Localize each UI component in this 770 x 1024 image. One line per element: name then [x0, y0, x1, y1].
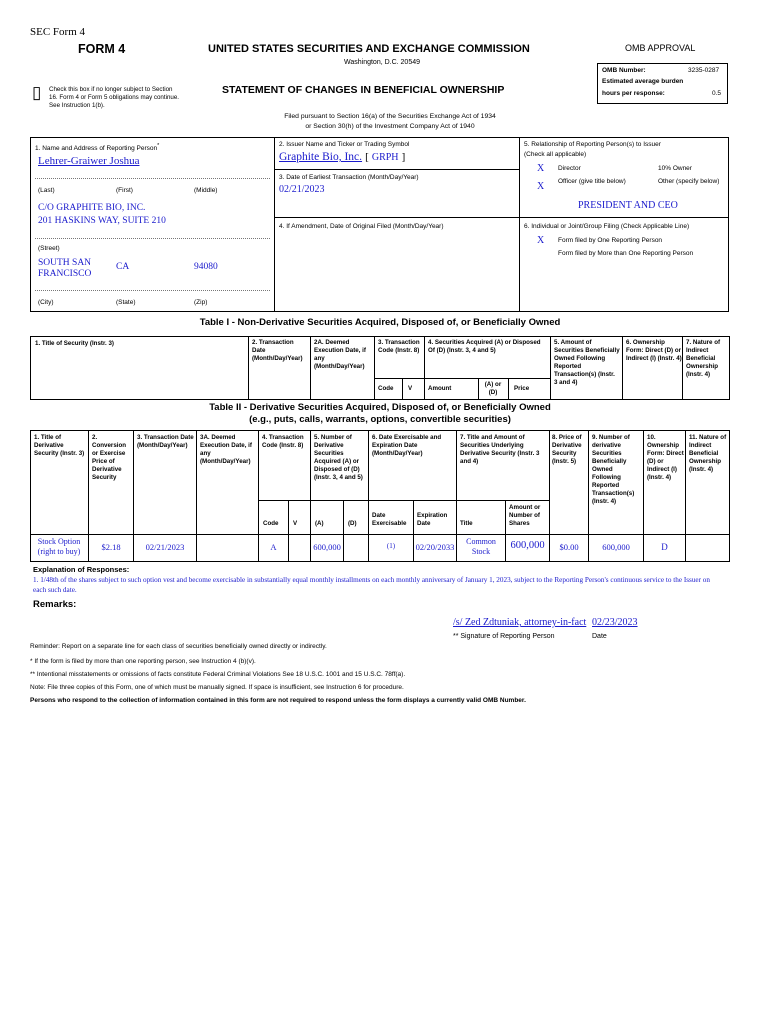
director-mark[interactable]: X	[537, 163, 545, 174]
box5-label: 5. Relationship of Reporting Person(s) to Issuer	[524, 141, 661, 148]
box3-label: 3. Date of Earliest Transaction (Month/Day/Year)	[279, 174, 419, 181]
t2-sub-date-exercisable: Date Exercisable	[372, 512, 407, 527]
row-transaction-date: 02/21/2023	[145, 542, 185, 552]
table1-title: Table I - Non-Derivative Securities Acquired, Disposed of, or Beneficially Owned	[199, 317, 561, 328]
explanation-note-1: 1. 1/48th of the shares subject to such option vest and become exercisable in substantially equal monthly installments on each monthly anniversary of January 1, 2023, subject to the Reporting Person's continuous service to the Issuer on each such date.	[33, 576, 710, 594]
reporting-person-name[interactable]: Lehrer-Graiwer Joshua	[38, 155, 140, 167]
row-underlying-title: Common Stock	[466, 537, 496, 556]
table2-subtitle: (e.g., puts, calls, warrants, options, convertible securities)	[249, 414, 511, 425]
footer-note-2: ** Intentional misstatements or omissions of facts constitute Federal Criminal Violations See 18 U.S.C. 1001 and 15 U.S.C. 78ff(a).	[30, 671, 406, 678]
commission-location: Washington, D.C. 20549	[344, 59, 421, 66]
t2-col9: 9. Number of derivative Securities Beneficially Owned Following Reported Transaction(s) (Instr. 4)	[592, 434, 635, 505]
t2-col3a: 3A. Deemed Execution Date, if any (Month/Day/Year)	[200, 434, 252, 465]
omb-number-value: 3235-0287	[688, 67, 720, 74]
remarks-label: Remarks:	[33, 599, 77, 610]
footer-reminder: Reminder: Report on a separate line for each class of securities beneficially owned directly or indirectly.	[30, 643, 327, 650]
explanation-label: Explanation of Responses:	[33, 565, 130, 574]
t1-sub-ad: (A) or (D)	[484, 381, 502, 396]
t1-sub-code: Code	[378, 385, 394, 392]
row-transaction-code: A	[270, 542, 277, 552]
one-person-label: Form filed by One Reporting Person	[558, 237, 663, 244]
footer-note-3: Note: File three copies of this Form, one of which must be manually signed. If space is insufficient, see Instruction 6 for procedure.	[30, 684, 404, 691]
address-line-2: 201 HASKINS WAY, SUITE 210	[38, 216, 166, 226]
more-persons-label: Form filed by More than One Reporting Person	[558, 250, 694, 257]
t1-sub-v: V	[408, 385, 413, 392]
t2-col4: 4. Transaction Code (Instr. 8)	[262, 434, 304, 449]
row-conversion-price: $2.18	[101, 542, 121, 552]
t1-col7: 7. Nature of Indirect Beneficial Ownership (Instr. 4)	[686, 339, 721, 378]
street-label: (Street)	[38, 245, 60, 252]
t1-col1: 1. Title of Security (Instr. 3)	[35, 340, 114, 347]
one-person-mark[interactable]: X	[537, 235, 545, 246]
omb-title: OMB APPROVAL	[625, 43, 696, 53]
other-label: Other (specify below)	[658, 178, 720, 185]
row-ownership-form: D	[661, 542, 668, 552]
zip-value: 94080	[194, 262, 218, 272]
first-label: (First)	[116, 187, 133, 194]
t1-col3: 3. Transaction Code (Instr. 8)	[378, 339, 420, 354]
row-acquired: 600,000	[313, 542, 341, 552]
box1-label: 1. Name and Address of Reporting Person*	[35, 143, 160, 153]
t2-col5: 5. Number of Derivative Securities Acquired (A) or Disposed of (D) (Instr. 3, 4 and 5)	[314, 434, 363, 481]
t2-sub-amount: Amount or Number of Shares	[509, 504, 541, 527]
t2-col11: 11. Nature of Indirect Beneficial Ownership (Instr. 4)	[689, 434, 727, 473]
officer-title: PRESIDENT AND CEO	[578, 200, 678, 211]
zip-label: (Zip)	[194, 299, 208, 306]
t2-col6: 6. Date Exercisable and Expiration Date (Month/Day/Year)	[372, 434, 442, 457]
city-rule	[35, 290, 270, 291]
statement-title: STATEMENT OF CHANGES IN BENEFICIAL OWNERSHIP	[222, 84, 505, 96]
omb-hours-value: 0.5	[712, 90, 722, 97]
section16-text: Check this box if no longer subject to Section 16. Form 4 or Form 5 obligations may continue. See Instruction 1(b).	[49, 86, 179, 109]
t2-col7: 7. Title and Amount of Securities Underlying Derivative Security (Instr. 3 and 4)	[460, 434, 540, 465]
box4-label: 4. If Amendment, Date of Original Filed (Month/Day/Year)	[279, 223, 444, 230]
t1-col2a: 2A. Deemed Execution Date, if any (Month/Day/Year)	[314, 339, 366, 370]
city-value: SOUTH SAN FRANCISCO	[38, 258, 92, 279]
box6-label: 6. Individual or Joint/Group Filing (Check Applicable Line)	[524, 223, 690, 230]
issuer-line: Graphite Bio, Inc. [ GRPH ]	[279, 151, 406, 163]
director-label: Director	[558, 165, 581, 172]
footer-note-4: Persons who respond to the collection of information contained in this form are not required to respond unless the form displays a currently valid OMB Number.	[30, 697, 526, 704]
t1-col5: 5. Amount of Securities Beneficially Owned Following Reported Transaction(s) (Instr. 3 and 4)	[554, 339, 620, 386]
signature-label: ** Signature of Reporting Person	[453, 633, 555, 640]
sec-form-label: SEC Form 4	[30, 26, 86, 38]
row-underlying-amount: 600,000	[510, 540, 545, 551]
state-label: (State)	[116, 299, 136, 306]
row-expiration-date: 02/20/2033	[415, 542, 455, 552]
row-date-exercisable: (1)	[386, 542, 396, 550]
street-rule	[35, 238, 270, 239]
city-label: (City)	[38, 299, 54, 306]
signature-date: 02/23/2023	[592, 617, 638, 628]
officer-mark[interactable]: X	[537, 181, 545, 192]
address-line-1: C/O GRAPHITE BIO, INC.	[38, 203, 146, 213]
t2-sub-expiration: Expiration Date	[417, 512, 448, 527]
omb-hours-label: hours per response:	[602, 90, 665, 97]
t2-sub-a: (A)	[315, 520, 324, 527]
middle-label: (Middle)	[194, 187, 218, 194]
t2-col2: 2. Conversion or Exercise Price of Derivative Security	[92, 434, 127, 481]
form-name: FORM 4	[78, 42, 126, 56]
box5-sublabel: (Check all applicable)	[524, 151, 587, 158]
box2-label: 2. Issuer Name and Ticker or Trading Symbol	[279, 141, 410, 148]
name-rule	[35, 178, 270, 179]
t1-col6: 6. Ownership Form: Direct (D) or Indirect (I) (Instr. 4)	[626, 339, 682, 362]
t2-sub-title: Title	[460, 520, 473, 527]
earliest-transaction-date: 02/21/2023	[279, 184, 325, 195]
t1-col2: 2. Transaction Date (Month/Day/Year)	[252, 339, 303, 362]
t1-sub-amount: Amount	[428, 385, 452, 392]
filed-pursuant-2: or Section 30(h) of the Investment Company Act of 1940	[305, 123, 475, 130]
omb-burden-label: Estimated average burden	[602, 78, 684, 85]
omb-number-label: OMB Number:	[602, 67, 646, 74]
t2-col8: 8. Price of Derivative Security (Instr. 5)	[552, 434, 582, 465]
box-amendment	[274, 217, 520, 312]
signature-date-label: Date	[592, 633, 607, 640]
filed-pursuant-1: Filed pursuant to Section 16(a) of the Securities Exchange Act of 1934	[284, 113, 496, 120]
commission-title: UNITED STATES SECURITIES AND EXCHANGE COMMISSION	[208, 43, 530, 55]
state-value: CA	[116, 262, 130, 272]
t2-col3: 3. Transaction Date (Month/Day/Year)	[137, 434, 194, 449]
ten-percent-owner-label: 10% Owner	[658, 165, 692, 172]
last-label: (Last)	[38, 187, 55, 194]
issuer-ticker: GRPH	[371, 152, 399, 163]
t2-sub-code: Code	[263, 520, 279, 527]
row-owned-following: 600,000	[602, 542, 630, 552]
t1-sub-price: Price	[514, 385, 530, 392]
row-derivative-price: $0.00	[559, 542, 579, 552]
row-security-title: Stock Option (right to buy)	[37, 537, 81, 556]
t1-col4: 4. Securities Acquired (A) or Disposed Of (D) (Instr. 3, 4 and 5)	[428, 339, 541, 354]
footer-note-1: * If the form is filed by more than one reporting person, see Instruction 4 (b)(v).	[30, 658, 256, 665]
t2-sub-d: (D)	[348, 520, 357, 527]
issuer-name[interactable]: Graphite Bio, Inc.	[279, 151, 363, 163]
table2-title: Table II - Derivative Securities Acquired, Disposed of, or Beneficially Owned	[209, 402, 551, 413]
t2-col10: 10. Ownership Form: Direct (D) or Indirect (I) (Instr. 4)	[647, 434, 684, 481]
t2-col1: 1. Title of Derivative Security (Instr. 3)	[34, 434, 85, 457]
section16-checkbox[interactable]: ▯	[32, 83, 42, 102]
officer-label: Officer (give title below)	[558, 178, 626, 185]
signature-name: /s/ Zed Zdtuniak, attorney-in-fact	[453, 617, 587, 628]
box-filing-type	[519, 217, 729, 312]
t2-sub-v: V	[293, 520, 298, 527]
